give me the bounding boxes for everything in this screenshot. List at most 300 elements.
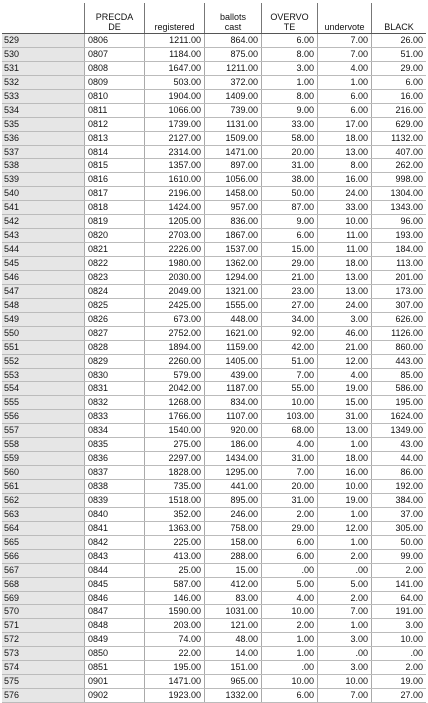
row-number-cell[interactable]: 572 <box>2 633 84 646</box>
undervote-cell[interactable]: 7.00 <box>317 34 371 47</box>
overvote-cell[interactable]: 7.00 <box>261 369 317 382</box>
black-cell[interactable]: 191.00 <box>371 605 426 618</box>
precinct-cell[interactable]: 0901 <box>84 675 144 688</box>
undervote-cell[interactable]: 33.00 <box>317 201 371 214</box>
undervote-cell[interactable]: 16.00 <box>317 173 371 186</box>
undervote-cell[interactable]: 2.00 <box>317 592 371 605</box>
overvote-cell[interactable]: 4.00 <box>261 592 317 605</box>
undervote-cell[interactable]: 2.00 <box>317 550 371 563</box>
black-cell[interactable]: 1343.00 <box>371 201 426 214</box>
overvote-cell[interactable]: 6.00 <box>261 689 317 702</box>
registered-cell[interactable]: 1739.00 <box>144 118 204 131</box>
row-number-cell[interactable]: 534 <box>2 104 84 117</box>
black-cell[interactable]: 262.00 <box>371 159 426 172</box>
black-cell[interactable]: 10.00 <box>371 633 426 646</box>
precinct-cell[interactable]: 0831 <box>84 382 144 395</box>
registered-cell[interactable]: 2297.00 <box>144 452 204 465</box>
undervote-cell[interactable]: 4.00 <box>317 62 371 75</box>
black-cell[interactable]: 51.00 <box>371 48 426 61</box>
overvote-cell[interactable]: .00 <box>261 661 317 674</box>
overvote-cell[interactable]: 103.00 <box>261 410 317 423</box>
row-number-header[interactable] <box>2 3 84 33</box>
row-number-cell[interactable]: 540 <box>2 187 84 200</box>
ballots-cast-cell[interactable]: 14.00 <box>204 647 261 660</box>
black-cell[interactable]: 2.00 <box>371 661 426 674</box>
overvote-cell[interactable]: 6.00 <box>261 34 317 47</box>
undervote-cell[interactable]: 19.00 <box>317 382 371 395</box>
precinct-cell[interactable]: 0847 <box>84 605 144 618</box>
overvote-cell[interactable]: 9.00 <box>261 104 317 117</box>
black-cell[interactable]: 384.00 <box>371 494 426 507</box>
row-number-cell[interactable]: 563 <box>2 508 84 521</box>
black-cell[interactable]: 85.00 <box>371 369 426 382</box>
row-number-cell[interactable]: 569 <box>2 592 84 605</box>
row-number-cell[interactable]: 542 <box>2 215 84 228</box>
ballots-cast-header[interactable] <box>204 3 261 33</box>
precinct-cell[interactable]: 0850 <box>84 647 144 660</box>
row-number-cell[interactable]: 571 <box>2 619 84 632</box>
undervote-cell[interactable]: 12.00 <box>317 355 371 368</box>
overvote-cell[interactable]: 1.00 <box>261 647 317 660</box>
precinct-cell[interactable]: 0808 <box>84 62 144 75</box>
overvote-cell[interactable]: 87.00 <box>261 201 317 214</box>
precinct-cell[interactable]: 0809 <box>84 76 144 89</box>
black-cell[interactable]: 216.00 <box>371 104 426 117</box>
registered-cell[interactable]: 1610.00 <box>144 173 204 186</box>
black-cell[interactable]: 3.00 <box>371 619 426 632</box>
precinct-cell[interactable]: 0833 <box>84 410 144 423</box>
overvote-cell[interactable]: 9.00 <box>261 215 317 228</box>
registered-cell[interactable]: 1205.00 <box>144 215 204 228</box>
ballots-cast-cell[interactable]: 875.00 <box>204 48 261 61</box>
overvote-cell[interactable]: 10.00 <box>261 396 317 409</box>
precinct-cell[interactable]: 0814 <box>84 146 144 159</box>
registered-cell[interactable]: 1766.00 <box>144 410 204 423</box>
ballots-cast-cell[interactable]: 121.00 <box>204 619 261 632</box>
row-number-cell[interactable]: 567 <box>2 564 84 577</box>
ballots-cast-cell[interactable]: 441.00 <box>204 480 261 493</box>
undervote-cell[interactable]: 1.00 <box>317 438 371 451</box>
ballots-cast-cell[interactable]: 1509.00 <box>204 132 261 145</box>
black-cell[interactable]: 201.00 <box>371 271 426 284</box>
ballots-cast-cell[interactable]: 15.00 <box>204 564 261 577</box>
row-number-cell[interactable]: 548 <box>2 299 84 312</box>
row-number-cell[interactable]: 544 <box>2 243 84 256</box>
undervote-cell[interactable]: 24.00 <box>317 299 371 312</box>
overvote-header[interactable] <box>261 3 317 33</box>
overvote-cell[interactable]: 6.00 <box>261 229 317 242</box>
ballots-cast-cell[interactable]: 158.00 <box>204 536 261 549</box>
registered-cell[interactable]: 1363.00 <box>144 522 204 535</box>
black-cell[interactable]: 443.00 <box>371 355 426 368</box>
precinct-cell[interactable]: 0839 <box>84 494 144 507</box>
black-cell[interactable]: 192.00 <box>371 480 426 493</box>
overvote-cell[interactable]: 42.00 <box>261 341 317 354</box>
ballots-cast-cell[interactable]: 448.00 <box>204 313 261 326</box>
ballots-cast-cell[interactable]: 1056.00 <box>204 173 261 186</box>
undervote-cell[interactable]: 7.00 <box>317 48 371 61</box>
precinct-cell[interactable]: 0817 <box>84 187 144 200</box>
row-number-cell[interactable]: 538 <box>2 159 84 172</box>
precinct-cell[interactable]: 0846 <box>84 592 144 605</box>
undervote-cell[interactable]: 1.00 <box>317 76 371 89</box>
undervote-cell[interactable]: .00 <box>317 647 371 660</box>
ballots-cast-cell[interactable]: 1211.00 <box>204 62 261 75</box>
registered-cell[interactable]: 2226.00 <box>144 243 204 256</box>
undervote-cell[interactable]: 10.00 <box>317 675 371 688</box>
precinct-cell[interactable]: 0818 <box>84 201 144 214</box>
row-number-cell[interactable]: 545 <box>2 257 84 270</box>
row-number-cell[interactable]: 529 <box>2 34 84 47</box>
registered-cell[interactable]: 22.00 <box>144 647 204 660</box>
ballots-cast-cell[interactable]: 1471.00 <box>204 146 261 159</box>
undervote-cell[interactable]: 11.00 <box>317 229 371 242</box>
registered-cell[interactable]: 587.00 <box>144 578 204 591</box>
registered-cell[interactable]: 1894.00 <box>144 341 204 354</box>
overvote-cell[interactable]: 33.00 <box>261 118 317 131</box>
ballots-cast-cell[interactable]: 1187.00 <box>204 382 261 395</box>
ballots-cast-cell[interactable]: 920.00 <box>204 424 261 437</box>
overvote-cell[interactable]: 31.00 <box>261 159 317 172</box>
overvote-cell[interactable]: 5.00 <box>261 578 317 591</box>
registered-cell[interactable]: 2196.00 <box>144 187 204 200</box>
precinct-cell[interactable]: 0844 <box>84 564 144 577</box>
undervote-cell[interactable]: 24.00 <box>317 187 371 200</box>
black-cell[interactable]: 113.00 <box>371 257 426 270</box>
registered-cell[interactable]: 203.00 <box>144 619 204 632</box>
precinct-cell[interactable]: 0837 <box>84 466 144 479</box>
ballots-cast-cell[interactable]: 48.00 <box>204 633 261 646</box>
precinct-cell[interactable]: 0848 <box>84 619 144 632</box>
row-number-cell[interactable]: 562 <box>2 494 84 507</box>
precinct-cell[interactable]: 0830 <box>84 369 144 382</box>
precinct-cell[interactable]: 0823 <box>84 271 144 284</box>
registered-cell[interactable]: 1424.00 <box>144 201 204 214</box>
black-cell[interactable]: 998.00 <box>371 173 426 186</box>
registered-cell[interactable]: 1540.00 <box>144 424 204 437</box>
undervote-cell[interactable]: 16.00 <box>317 466 371 479</box>
overvote-cell[interactable]: 4.00 <box>261 438 317 451</box>
black-cell[interactable]: 26.00 <box>371 34 426 47</box>
ballots-cast-cell[interactable]: 1409.00 <box>204 90 261 103</box>
registered-cell[interactable]: 1647.00 <box>144 62 204 75</box>
registered-cell[interactable]: 1211.00 <box>144 34 204 47</box>
registered-cell[interactable]: 673.00 <box>144 313 204 326</box>
precinct-cell[interactable]: 0815 <box>84 159 144 172</box>
black-cell[interactable]: 1304.00 <box>371 187 426 200</box>
black-cell[interactable]: 626.00 <box>371 313 426 326</box>
black-cell[interactable]: 141.00 <box>371 578 426 591</box>
black-cell[interactable]: 1624.00 <box>371 410 426 423</box>
black-cell[interactable]: 1349.00 <box>371 424 426 437</box>
registered-cell[interactable]: 1184.00 <box>144 48 204 61</box>
overvote-cell[interactable]: 20.00 <box>261 146 317 159</box>
ballots-cast-cell[interactable]: 1537.00 <box>204 243 261 256</box>
overvote-cell[interactable]: .00 <box>261 564 317 577</box>
undervote-cell[interactable]: 5.00 <box>317 578 371 591</box>
registered-cell[interactable]: 1518.00 <box>144 494 204 507</box>
ballots-cast-cell[interactable]: 1294.00 <box>204 271 261 284</box>
precinct-cell[interactable]: 0827 <box>84 327 144 340</box>
ballots-cast-cell[interactable]: 246.00 <box>204 508 261 521</box>
row-number-cell[interactable]: 568 <box>2 578 84 591</box>
registered-cell[interactable]: 1590.00 <box>144 605 204 618</box>
overvote-cell[interactable]: 38.00 <box>261 173 317 186</box>
registered-cell[interactable]: 1471.00 <box>144 675 204 688</box>
precinct-cell[interactable]: 0825 <box>84 299 144 312</box>
undervote-cell[interactable]: 17.00 <box>317 118 371 131</box>
undervote-cell[interactable]: 21.00 <box>317 341 371 354</box>
row-number-cell[interactable]: 557 <box>2 424 84 437</box>
registered-cell[interactable]: 146.00 <box>144 592 204 605</box>
registered-cell[interactable]: 579.00 <box>144 369 204 382</box>
ballots-cast-cell[interactable]: 1159.00 <box>204 341 261 354</box>
ballots-cast-cell[interactable]: 1295.00 <box>204 466 261 479</box>
black-cell[interactable]: 44.00 <box>371 452 426 465</box>
undervote-cell[interactable]: 10.00 <box>317 215 371 228</box>
black-cell[interactable]: 860.00 <box>371 341 426 354</box>
overvote-cell[interactable]: 8.00 <box>261 90 317 103</box>
overvote-cell[interactable]: 31.00 <box>261 494 317 507</box>
row-number-cell[interactable]: 537 <box>2 146 84 159</box>
row-number-cell[interactable]: 539 <box>2 173 84 186</box>
ballots-cast-cell[interactable]: 1321.00 <box>204 285 261 298</box>
row-number-cell[interactable]: 573 <box>2 647 84 660</box>
overvote-cell[interactable]: 50.00 <box>261 187 317 200</box>
overvote-cell[interactable]: 1.00 <box>261 76 317 89</box>
precinct-cell[interactable]: 0824 <box>84 285 144 298</box>
row-number-cell[interactable]: 552 <box>2 355 84 368</box>
precinct-cell[interactable]: 0842 <box>84 536 144 549</box>
precinct-cell[interactable]: 0822 <box>84 257 144 270</box>
registered-cell[interactable]: 352.00 <box>144 508 204 521</box>
overvote-cell[interactable]: 51.00 <box>261 355 317 368</box>
overvote-cell[interactable]: 92.00 <box>261 327 317 340</box>
overvote-cell[interactable]: 29.00 <box>261 522 317 535</box>
ballots-cast-cell[interactable]: 957.00 <box>204 201 261 214</box>
row-number-cell[interactable]: 541 <box>2 201 84 214</box>
precinct-cell[interactable]: 0812 <box>84 118 144 131</box>
ballots-cast-cell[interactable]: 83.00 <box>204 592 261 605</box>
black-cell[interactable]: 193.00 <box>371 229 426 242</box>
black-cell[interactable]: 86.00 <box>371 466 426 479</box>
black-cell[interactable]: 29.00 <box>371 62 426 75</box>
registered-cell[interactable]: 2030.00 <box>144 271 204 284</box>
overvote-cell[interactable]: 15.00 <box>261 243 317 256</box>
registered-cell[interactable]: 1828.00 <box>144 466 204 479</box>
ballots-cast-cell[interactable]: 965.00 <box>204 675 261 688</box>
black-cell[interactable]: 1126.00 <box>371 327 426 340</box>
registered-cell[interactable]: 735.00 <box>144 480 204 493</box>
row-number-cell[interactable]: 546 <box>2 271 84 284</box>
ballots-cast-cell[interactable]: 1362.00 <box>204 257 261 270</box>
precinct-header[interactable] <box>84 3 144 33</box>
precinct-cell[interactable]: 0826 <box>84 313 144 326</box>
undervote-cell[interactable]: 6.00 <box>317 104 371 117</box>
row-number-cell[interactable]: 570 <box>2 605 84 618</box>
precinct-cell[interactable]: 0836 <box>84 452 144 465</box>
registered-cell[interactable]: 74.00 <box>144 633 204 646</box>
undervote-cell[interactable]: 3.00 <box>317 661 371 674</box>
precinct-cell[interactable]: 0835 <box>84 438 144 451</box>
ballots-cast-cell[interactable]: 439.00 <box>204 369 261 382</box>
row-number-cell[interactable]: 550 <box>2 327 84 340</box>
black-cell[interactable]: 2.00 <box>371 564 426 577</box>
black-cell[interactable]: 6.00 <box>371 76 426 89</box>
ballots-cast-cell[interactable]: 1434.00 <box>204 452 261 465</box>
precinct-cell[interactable]: 0838 <box>84 480 144 493</box>
registered-cell[interactable]: 2260.00 <box>144 355 204 368</box>
ballots-cast-cell[interactable]: 1867.00 <box>204 229 261 242</box>
row-number-cell[interactable]: 559 <box>2 452 84 465</box>
ballots-cast-cell[interactable]: 758.00 <box>204 522 261 535</box>
precinct-cell[interactable]: 0851 <box>84 661 144 674</box>
black-cell[interactable]: 1132.00 <box>371 132 426 145</box>
precinct-cell[interactable]: 0845 <box>84 578 144 591</box>
overvote-cell[interactable]: 3.00 <box>261 62 317 75</box>
ballots-cast-cell[interactable]: 1555.00 <box>204 299 261 312</box>
precinct-cell[interactable]: 0816 <box>84 173 144 186</box>
undervote-cell[interactable]: .00 <box>317 564 371 577</box>
overvote-cell[interactable]: 10.00 <box>261 605 317 618</box>
row-number-cell[interactable]: 566 <box>2 550 84 563</box>
precinct-cell[interactable]: 0820 <box>84 229 144 242</box>
overvote-cell[interactable]: 55.00 <box>261 382 317 395</box>
undervote-cell[interactable]: 46.00 <box>317 327 371 340</box>
undervote-cell[interactable]: 18.00 <box>317 257 371 270</box>
row-number-cell[interactable]: 565 <box>2 536 84 549</box>
undervote-cell[interactable]: 12.00 <box>317 522 371 535</box>
black-cell[interactable]: 96.00 <box>371 215 426 228</box>
registered-cell[interactable]: 2703.00 <box>144 229 204 242</box>
registered-cell[interactable]: 413.00 <box>144 550 204 563</box>
ballots-cast-cell[interactable]: 1107.00 <box>204 410 261 423</box>
precinct-cell[interactable]: 0829 <box>84 355 144 368</box>
overvote-cell[interactable]: 2.00 <box>261 619 317 632</box>
precinct-cell[interactable]: 0807 <box>84 48 144 61</box>
row-number-cell[interactable]: 564 <box>2 522 84 535</box>
black-cell[interactable]: 99.00 <box>371 550 426 563</box>
row-number-cell[interactable]: 543 <box>2 229 84 242</box>
ballots-cast-cell[interactable]: 864.00 <box>204 34 261 47</box>
ballots-cast-cell[interactable]: 186.00 <box>204 438 261 451</box>
overvote-cell[interactable]: 21.00 <box>261 271 317 284</box>
undervote-cell[interactable]: 19.00 <box>317 494 371 507</box>
undervote-cell[interactable]: 11.00 <box>317 243 371 256</box>
registered-cell[interactable]: 2127.00 <box>144 132 204 145</box>
overvote-cell[interactable]: 1.00 <box>261 633 317 646</box>
ballots-cast-cell[interactable]: 1405.00 <box>204 355 261 368</box>
row-number-cell[interactable]: 576 <box>2 689 84 702</box>
registered-cell[interactable]: 1904.00 <box>144 90 204 103</box>
black-cell[interactable]: 184.00 <box>371 243 426 256</box>
row-number-cell[interactable]: 551 <box>2 341 84 354</box>
ballots-cast-cell[interactable]: 288.00 <box>204 550 261 563</box>
undervote-cell[interactable]: 8.00 <box>317 159 371 172</box>
undervote-cell[interactable]: 13.00 <box>317 285 371 298</box>
undervote-cell[interactable]: 6.00 <box>317 90 371 103</box>
precinct-cell[interactable]: 0813 <box>84 132 144 145</box>
row-number-cell[interactable]: 530 <box>2 48 84 61</box>
overvote-cell[interactable]: 29.00 <box>261 257 317 270</box>
precinct-cell[interactable]: 0834 <box>84 424 144 437</box>
black-cell[interactable]: 305.00 <box>371 522 426 535</box>
undervote-cell[interactable]: 3.00 <box>317 313 371 326</box>
black-cell[interactable]: 16.00 <box>371 90 426 103</box>
row-number-cell[interactable]: 535 <box>2 118 84 131</box>
ballots-cast-cell[interactable]: 836.00 <box>204 215 261 228</box>
registered-header[interactable] <box>144 3 204 33</box>
registered-cell[interactable]: 2314.00 <box>144 146 204 159</box>
overvote-cell[interactable]: 6.00 <box>261 550 317 563</box>
ballots-cast-cell[interactable]: 1131.00 <box>204 118 261 131</box>
ballots-cast-cell[interactable]: 1031.00 <box>204 605 261 618</box>
registered-cell[interactable]: 503.00 <box>144 76 204 89</box>
undervote-cell[interactable]: 4.00 <box>317 369 371 382</box>
registered-cell[interactable]: 1923.00 <box>144 689 204 702</box>
precinct-cell[interactable]: 0832 <box>84 396 144 409</box>
row-number-cell[interactable]: 575 <box>2 675 84 688</box>
undervote-cell[interactable]: 13.00 <box>317 424 371 437</box>
registered-cell[interactable]: 1980.00 <box>144 257 204 270</box>
overvote-cell[interactable]: 23.00 <box>261 285 317 298</box>
row-number-cell[interactable]: 554 <box>2 382 84 395</box>
registered-cell[interactable]: 225.00 <box>144 536 204 549</box>
black-cell[interactable]: 64.00 <box>371 592 426 605</box>
undervote-cell[interactable]: 31.00 <box>317 410 371 423</box>
undervote-cell[interactable]: 1.00 <box>317 536 371 549</box>
row-number-cell[interactable]: 533 <box>2 90 84 103</box>
undervote-header[interactable] <box>317 3 371 33</box>
row-number-cell[interactable]: 574 <box>2 661 84 674</box>
undervote-cell[interactable]: 7.00 <box>317 605 371 618</box>
row-number-cell[interactable]: 531 <box>2 62 84 75</box>
overvote-cell[interactable]: 58.00 <box>261 132 317 145</box>
ballots-cast-cell[interactable]: 1458.00 <box>204 187 261 200</box>
registered-cell[interactable]: 25.00 <box>144 564 204 577</box>
row-number-cell[interactable]: 555 <box>2 396 84 409</box>
precinct-cell[interactable]: 0840 <box>84 508 144 521</box>
undervote-cell[interactable]: 13.00 <box>317 146 371 159</box>
ballots-cast-cell[interactable]: 151.00 <box>204 661 261 674</box>
row-number-cell[interactable]: 549 <box>2 313 84 326</box>
ballots-cast-cell[interactable]: 1621.00 <box>204 327 261 340</box>
overvote-cell[interactable]: 27.00 <box>261 299 317 312</box>
row-number-cell[interactable]: 532 <box>2 76 84 89</box>
undervote-cell[interactable]: 18.00 <box>317 132 371 145</box>
precinct-cell[interactable]: 0849 <box>84 633 144 646</box>
undervote-cell[interactable]: 18.00 <box>317 452 371 465</box>
precinct-cell[interactable]: 0811 <box>84 104 144 117</box>
overvote-cell[interactable]: 31.00 <box>261 452 317 465</box>
precinct-cell[interactable]: 0810 <box>84 90 144 103</box>
precinct-cell[interactable]: 0841 <box>84 522 144 535</box>
undervote-cell[interactable]: 7.00 <box>317 689 371 702</box>
black-cell[interactable]: 586.00 <box>371 382 426 395</box>
ballots-cast-cell[interactable]: 739.00 <box>204 104 261 117</box>
row-number-cell[interactable]: 561 <box>2 480 84 493</box>
black-cell[interactable]: 27.00 <box>371 689 426 702</box>
overvote-cell[interactable]: 6.00 <box>261 536 317 549</box>
black-cell[interactable]: 307.00 <box>371 299 426 312</box>
precinct-cell[interactable]: 0821 <box>84 243 144 256</box>
black-cell[interactable]: 195.00 <box>371 396 426 409</box>
row-number-cell[interactable]: 556 <box>2 410 84 423</box>
registered-cell[interactable]: 2042.00 <box>144 382 204 395</box>
overvote-cell[interactable]: 2.00 <box>261 508 317 521</box>
black-cell[interactable]: 50.00 <box>371 536 426 549</box>
ballots-cast-cell[interactable]: 895.00 <box>204 494 261 507</box>
